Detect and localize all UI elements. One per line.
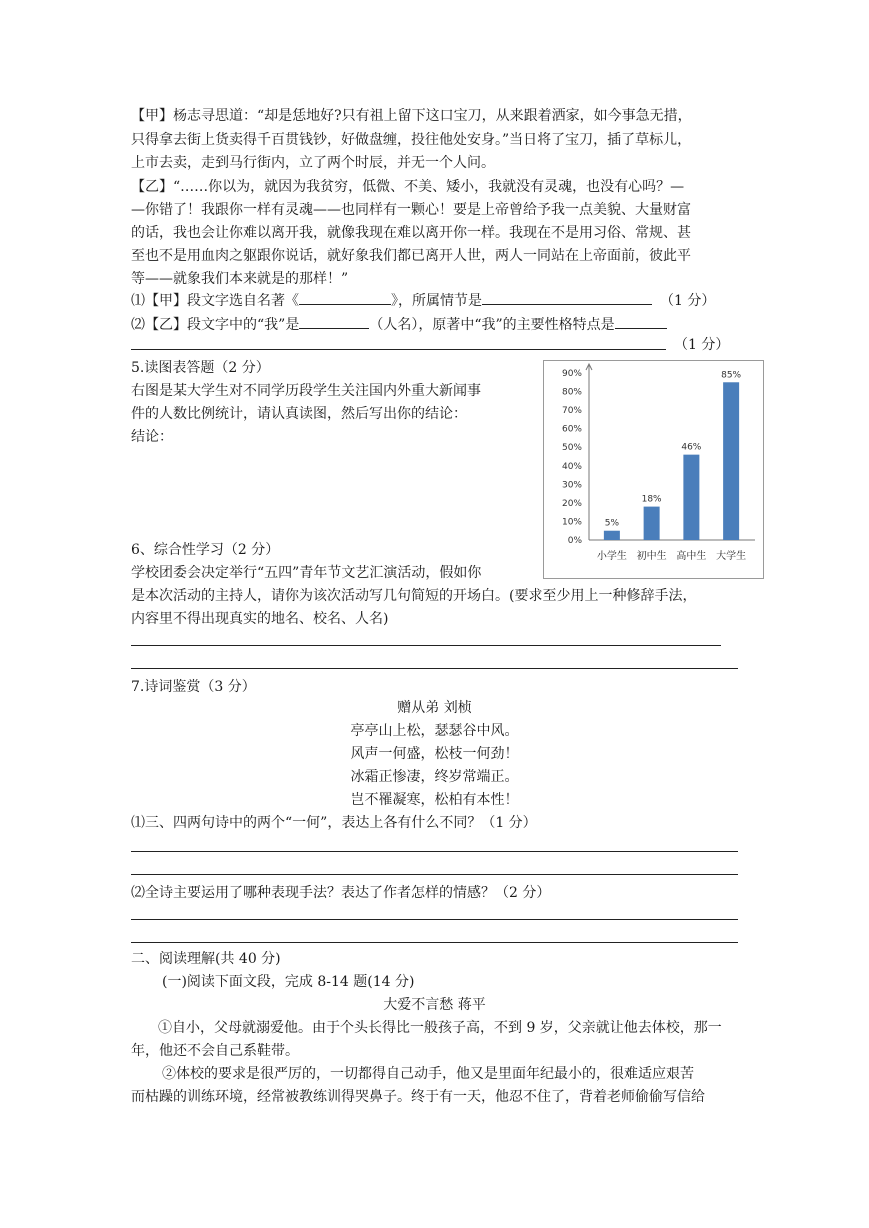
q7-part1: ⑴三、四两句诗中的两个“一何”，表达上各有什么不同？（1 分） [131,815,537,831]
category-label: 大学生 [716,551,747,562]
q7-title: 7.诗词鉴赏（3 分） [131,679,256,695]
q7-part2: ⑵全诗主要运用了哪种表现手法？表达了作者怎样的情感？（2 分） [131,885,551,901]
q6-line-1: 学校团委会决定举行“五四”青年节文艺汇演活动，假如你 [131,565,482,581]
q4-part2-score: （1 分） [674,337,730,353]
y-tick-label: 0% [567,536,582,546]
bar-初中生 [644,507,660,540]
data-label: 46% [681,442,702,453]
poem-line-3: 冰霜正惨凄，终岁常端正。 [350,769,519,785]
q7-part2-answer-line-2[interactable] [131,942,738,943]
data-label: 18% [641,494,662,505]
y-tick-label: 40% [561,461,582,472]
character-trait-blank[interactable] [615,314,667,329]
q4-part2-text-b: （人名），原著中“我”的主要性格特点是 [369,317,615,333]
jia-line-1: 【甲】杨志寻思道：“却是恁地好?只有祖上留下这口宝刀，从来跟着洒家，如今事急无措， [131,108,692,124]
q5-conclusion-label: 结论： [131,429,173,445]
q7-part1-answer-line-2[interactable] [131,874,738,875]
q6-answer-line-1[interactable] [131,645,721,646]
poem-line-1: 亭亭山上松，瑟瑟谷中风。 [350,723,519,739]
y-tick-label: 70% [561,406,582,417]
q6-answer-line-2[interactable] [131,668,738,669]
section2-title: 二、阅读理解(共 40 分) [131,951,281,967]
article-para1-line-2: 年，他还不会自己系鞋带。 [131,1043,299,1059]
section2-subtitle: (一)阅读下面文段，完成 8-14 题(14 分) [162,974,415,990]
y-tick-label: 10% [561,517,582,528]
q5-line-1: 右图是某大学生对不同学历段学生关注国内外重大新闻事 [131,383,481,399]
y-tick-label: 80% [561,387,582,398]
q4-part2 [131,314,667,335]
category-label: 小学生 [596,551,627,562]
plot-blank[interactable] [482,290,652,305]
article-para2-line-1: ②体校的要求是很严厉的，一切都得自己动手，他又是里面年纪最小的，很难适应艰苦 [162,1066,694,1082]
data-label: 85% [721,370,742,381]
q6-title: 6、综合性学习（2 分） [131,542,280,558]
y-tick-label: 30% [561,480,582,491]
article-title: 大爱不言愁 蒋平 [383,997,486,1013]
y-tick-label: 50% [561,443,582,454]
q5-title: 5.读图表答题（2 分） [131,360,270,376]
person-name-blank[interactable] [299,314,369,329]
bar-小学生 [604,531,620,540]
yi-line-3: 的话，我也会让你难以离开我，就像我现在难以离开你一样。我现在不是用习俗、常规、甚 [131,225,691,241]
category-label: 高中生 [676,551,707,562]
jia-line-2: 只得拿去街上货卖得千百贯钱钞，好做盘缠，投往他处安身。”当日将了宝刀，插了草标儿， [131,132,692,148]
y-tick-label: 20% [561,498,582,509]
data-label: 5% [604,518,620,529]
jia-line-3: 上市去卖，走到马行街内，立了两个时辰，并无一个人问。 [131,155,495,171]
bar-高中生 [683,455,699,540]
yi-line-2: —你错了！我跟你一样有灵魂——也同样有一颗心！要是上帝曾给予我一点美貌、大量财富 [131,202,691,218]
q7-part1-answer-line-1[interactable] [131,851,738,852]
article-para1-line-1: ①自小，父母就溺爱他。由于个头长得比一般孩子高，不到 9 岁，父亲就让他去体校，那一 [158,1020,722,1036]
poem-line-4: 岂不罹凝寒，松柏有本性！ [350,792,519,808]
poem-title: 赠从弟 刘桢 [397,700,472,716]
yi-line-4: 至也不是用血肉之躯跟你说话，就好象我们都已离开人世，两人一同站在上帝面前，彼此平 [131,248,691,264]
q4-part1-score: （1 分） [660,293,716,309]
article-para2-line-2: 而枯躁的训练环境，经常被教练训得哭鼻子。终于有一天，他忍不住了，背着老师偷偷写信给 [131,1089,705,1105]
yi-line-5: 等——就象我们本来就是的那样！” [131,271,349,287]
q6-line-3: 内容里不得出现真实的地名、校名、人名) [131,611,389,627]
book-title-blank[interactable] [299,290,391,305]
y-tick-label: 90% [561,369,582,379]
q5-line-2: 件的人数比例统计，请认真读图，然后写出你的结论： [131,406,467,422]
q4-part1-text-b: 》，所属情节是 [391,293,482,309]
q4-part2-text-a: ⑵【乙】段文字中的“我”是 [131,317,300,333]
news-attention-bar-chart [543,360,764,579]
category-label: 初中生 [636,551,667,562]
q4-part1-text-a: ⑴【甲】段文字选自名著《 [131,293,299,309]
yi-line-1: 【乙】“……你以为，就因为我贫穷，低微、不美、矮小，我就没有灵魂，也没有心吗？— [131,179,685,195]
q4-part1 [131,290,715,311]
y-tick-label: 60% [561,424,582,435]
poem-line-2: 风声一何盛，松枝一何劲！ [350,746,519,762]
character-trait-blank-line[interactable] [131,349,666,350]
q7-part2-answer-line-1[interactable] [131,919,738,920]
chart-svg [544,361,763,578]
bar-大学生 [723,382,739,540]
q6-line-2: 是本次活动的主持人，请你为该次活动写几句简短的开场白。(要求至少用上一种修辞手法， [131,588,697,604]
